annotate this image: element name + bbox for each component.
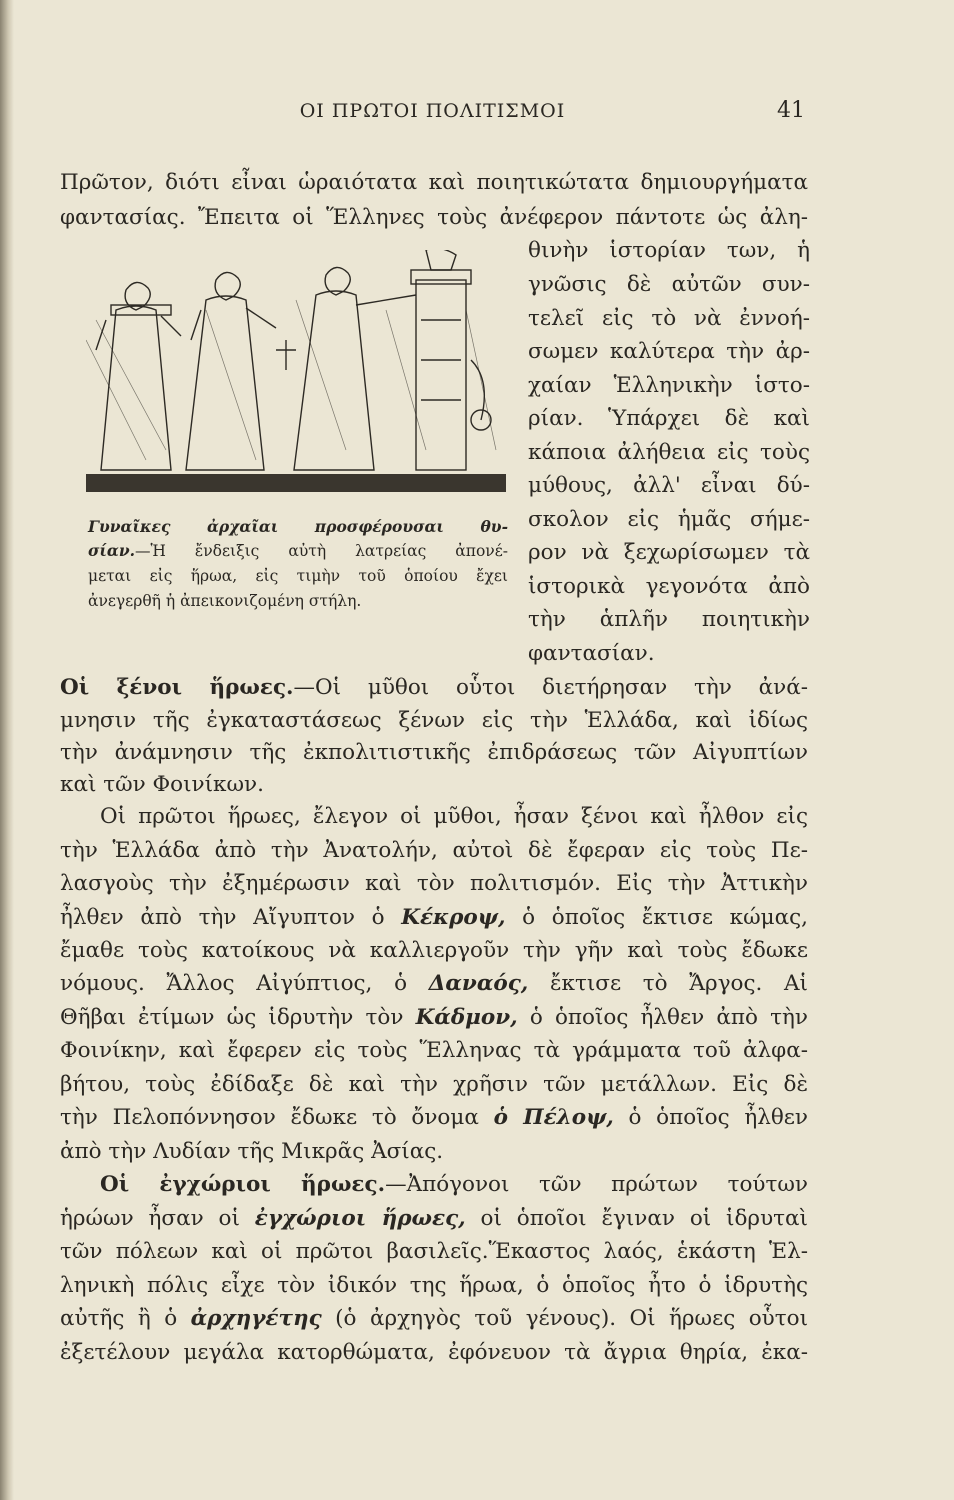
text-run: —Οἱ μῦθοι οὗτοι διετήρησαν τὴν ἀνά-	[293, 675, 808, 700]
text-run: ἡρώων ἦσαν οἱ	[60, 1206, 255, 1231]
figure-caption-line: μεται εἰς ἥρωα, εἰς τιμὴν τοῦ ὁποίου ἔχει	[88, 567, 508, 585]
text-line: λασγοὺς τὴν ἐξημέρωσιν καὶ τὸν πολιτισμόν. Εἰς τὴν Ἀττικὴν	[60, 871, 808, 896]
side-text-line: ρον νὰ ξεχωρίσωμεν τὰ	[528, 540, 810, 565]
text-run: ὁ ὁποῖος ἦλθεν	[613, 1105, 808, 1130]
caption-title: Γυναῖκες ἀρχαῖαι προσφέρουσαι θυ-	[88, 517, 508, 536]
text-line	[60, 1304, 808, 1334]
text-line: Πρῶτον, διότι εἶναι ὡραιότατα καὶ ποιητικώτατα δημιουργήματα	[60, 170, 808, 195]
text-line: τὴν ἀνάμνησιν τῆς ἐκπολιτιστικῆς ἐπιδράσεως τῶν Αἰγυπτίων	[60, 740, 808, 765]
text-run: ἦλθεν ἀπὸ τὴν Αἴγυπτον ὁ	[60, 905, 402, 930]
side-text-line: ἱστορικὰ γεγονότα ἀπὸ	[528, 574, 810, 599]
name-pelops: ὁ Πέλοψ,	[493, 1105, 614, 1130]
page-header	[60, 100, 805, 130]
caption-title-end: σίαν.	[88, 541, 136, 560]
illustration-women-offering-sacrifice	[86, 250, 506, 500]
term-native-heroes: ἐγχώριοι ἥρωες,	[254, 1206, 466, 1231]
side-text-line: ρίαν. Ὑπάρχει δὲ καὶ	[528, 406, 810, 431]
section-heading-line	[60, 673, 808, 703]
side-text-line: γνῶσις δὲ αὐτῶν συν-	[528, 272, 810, 297]
text-run: ὁ ὁποῖος ἔκτισε κώμας,	[505, 905, 808, 930]
term-archegetes: ἀρχηγέτης	[190, 1306, 322, 1331]
text-line: Οἱ πρῶτοι ἥρωες, ἔλεγον οἱ μῦθοι, ἦσαν ξένοι καὶ ἦλθον εἰς	[100, 804, 808, 829]
text-line: τῶν πόλεων καὶ οἱ πρῶτοι βασιλεῖς.Ἕκαστος λαός, ἑκάστη Ἑλ-	[60, 1239, 808, 1264]
text-line: Φοινίκην, καὶ ἔφερεν εἰς τοὺς Ἕλληνας τὰ γράμματα τοῦ ἀλφα-	[60, 1038, 808, 1063]
figure-caption-line: ἀνεγερθῆ ἡ ἀπεικονιζομένη στήλη.	[88, 592, 362, 610]
text-run: αὐτῆς ἢ ὁ	[60, 1306, 191, 1331]
name-danaos: Δαναός,	[428, 971, 529, 996]
figure-caption-line	[88, 539, 508, 563]
text-run: —Ἀπόγονοι τῶν πρώτων τούτων	[385, 1172, 808, 1197]
side-text-line: τελεῖ εἰς τὸ νὰ ἐννοή-	[528, 306, 810, 331]
section-heading-foreign-heroes: Οἱ ξένοι ἥρωες.	[60, 675, 294, 700]
text-run: τὴν Πελοπόννησον ἔδωκε τὸ ὄνομα	[60, 1105, 494, 1130]
text-run: (ὁ ἀρχηγὸς τοῦ γένους). Οἱ ἥρωες οὗτοι	[321, 1306, 809, 1331]
page-number: 41	[777, 98, 805, 123]
text-line: βήτου, τοὺς ἐδίδαξε δὲ καὶ τὴν χρῆσιν τῶν μετάλλων. Εἰς δὲ	[60, 1072, 808, 1097]
book-spine-shadow	[0, 0, 14, 1500]
name-kekrops: Κέκροψ,	[401, 905, 506, 930]
section-heading-native-heroes: Οἱ ἐγχώριοι ἥρωες.	[100, 1172, 386, 1197]
name-kadmos: Κάδμον,	[415, 1005, 518, 1030]
side-text-line: σωμεν καλύτερα τὴν ἀρ-	[528, 339, 810, 364]
text-run: ὁ ὁποῖος ἦλθεν ἀπὸ τὴν	[517, 1005, 808, 1030]
caption-text: —Ἡ ἔνδειξις αὐτὴ λατρείας ἀπονέ-	[135, 542, 508, 560]
text-line: τὴν Ἑλλάδα ἀπὸ τὴν Ἀνατολήν, αὐτοὶ δὲ ἔφεραν εἰς τοὺς Πε-	[60, 838, 808, 863]
text-line	[60, 1003, 808, 1033]
text-line	[60, 903, 808, 933]
text-run: νόμους. Ἄλλος Αἰγύπτιος, ὁ	[60, 971, 429, 996]
figure-caption-line	[88, 515, 508, 539]
text-line: ἔμαθε τοὺς κατοίκους νὰ καλλιεργοῦν τὴν γῆν καὶ τοὺς ἔδωκε	[60, 938, 808, 963]
text-line: ληνικὴ πόλις εἶχε τὸν ἰδικόν της ἥρωα, ὁ ὁποῖος ἦτο ὁ ἱδρυτὴς	[60, 1273, 808, 1298]
text-line	[60, 969, 808, 999]
text-line: μνησιν τῆς ἐγκαταστάσεως ξένων εἰς τὴν Ἑλλάδα, καὶ ἰδίως	[60, 708, 808, 733]
side-text-line: φαντασίαν.	[528, 641, 655, 666]
text-run: ἔκτισε τὸ Ἄργος. Αἱ	[528, 971, 808, 996]
section-heading-line	[100, 1170, 808, 1200]
text-line: φαντασίας. Ἔπειτα οἱ Ἕλληνες τοὺς ἀνέφερον πάντοτε ὡς ἀλη-	[60, 205, 808, 230]
text-line: ἀπὸ τὴν Λυδίαν τῆς Μικρᾶς Ἀσίας.	[60, 1139, 444, 1164]
side-text-line: θινὴν ἱστορίαν των, ἡ	[528, 238, 810, 263]
side-text-line: μύθους, ἀλλ' εἶναι δύ-	[528, 473, 810, 498]
running-title: ΟΙ ΠΡΩΤΟΙ ΠΟΛΙΤΙΣΜΟΙ	[299, 100, 566, 122]
text-line: καὶ τῶν Φοινίκων.	[60, 772, 264, 797]
text-line	[60, 1103, 808, 1133]
text-line: ἐξετέλουν μεγάλα κατορθώματα, ἐφόνευον τὰ ἄγρια θηρία, ἐκα-	[60, 1340, 808, 1365]
side-text-line: κάποια ἀλήθεια εἰς τοὺς	[528, 440, 810, 465]
text-run: οἱ ὁποῖοι ἔγιναν οἱ ἱδρυταὶ	[465, 1206, 808, 1231]
side-text-line: τὴν ἁπλῆν ποιητικὴν	[528, 607, 810, 632]
text-line	[60, 1204, 808, 1234]
text-run: Θῆβαι ἐτίμων ὡς ἱδρυτὴν τὸν	[60, 1005, 416, 1030]
side-text-line: χαίαν Ἑλληνικὴν ἱστο-	[528, 373, 810, 398]
side-text-line: σκολον εἰς ἡμᾶς σήμε-	[528, 507, 810, 532]
